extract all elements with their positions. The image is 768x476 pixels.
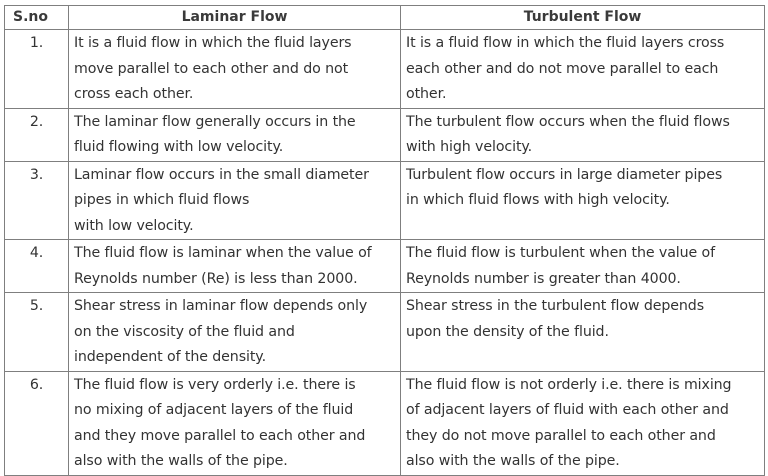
table-row	[5, 371, 765, 475]
table-row	[5, 293, 765, 372]
laminar-cell: The fluid flow is very orderly i.e. there is no mixing of adjacent layers of the fluid and they move parallel to each other and also with the walls of the pipe.	[69, 371, 401, 475]
turbulent-cell: The fluid flow is turbulent when the value of Reynolds number is greater than 4000.	[401, 240, 765, 293]
table-header-row	[5, 6, 765, 30]
row-number: 6.	[5, 371, 69, 475]
turbulent-cell: It is a fluid flow in which the fluid layers cross each other and do not move parallel to each other.	[401, 30, 765, 109]
turbulent-cell: Shear stress in the turbulent flow depends upon the density of the fluid.	[401, 293, 765, 372]
table-row	[5, 240, 765, 293]
turbulent-cell: The fluid flow is not orderly i.e. there is mixing of adjacent layers of fluid with each other and they do not move parallel to each other and also with the walls of the pipe.	[401, 371, 765, 475]
laminar-cell: Laminar flow occurs in the small diameter pipes in which fluid flows with low velocity.	[69, 161, 401, 240]
laminar-cell: The fluid flow is laminar when the value of Reynolds number (Re) is less than 2000.	[69, 240, 401, 293]
header-laminar-flow: Laminar Flow	[69, 6, 401, 30]
header-turbulent-flow: Turbulent Flow	[401, 6, 765, 30]
comparison-table	[4, 5, 765, 476]
row-number: 5.	[5, 293, 69, 372]
comparison-table-container	[4, 5, 765, 476]
laminar-cell: It is a fluid flow in which the fluid layers move parallel to each other and do not cross each other.	[69, 30, 401, 109]
row-number: 1.	[5, 30, 69, 109]
table-row	[5, 108, 765, 161]
table-row	[5, 30, 765, 109]
turbulent-cell: Turbulent flow occurs in large diameter pipes in which fluid flows with high velocity.	[401, 161, 765, 240]
header-sno: S.no	[5, 6, 69, 30]
table-row	[5, 161, 765, 240]
laminar-cell: Shear stress in laminar flow depends only on the viscosity of the fluid and independent of the density.	[69, 293, 401, 372]
laminar-cell: The laminar flow generally occurs in the fluid flowing with low velocity.	[69, 108, 401, 161]
turbulent-cell: The turbulent flow occurs when the fluid flows with high velocity.	[401, 108, 765, 161]
row-number: 4.	[5, 240, 69, 293]
row-number: 3.	[5, 161, 69, 240]
row-number: 2.	[5, 108, 69, 161]
